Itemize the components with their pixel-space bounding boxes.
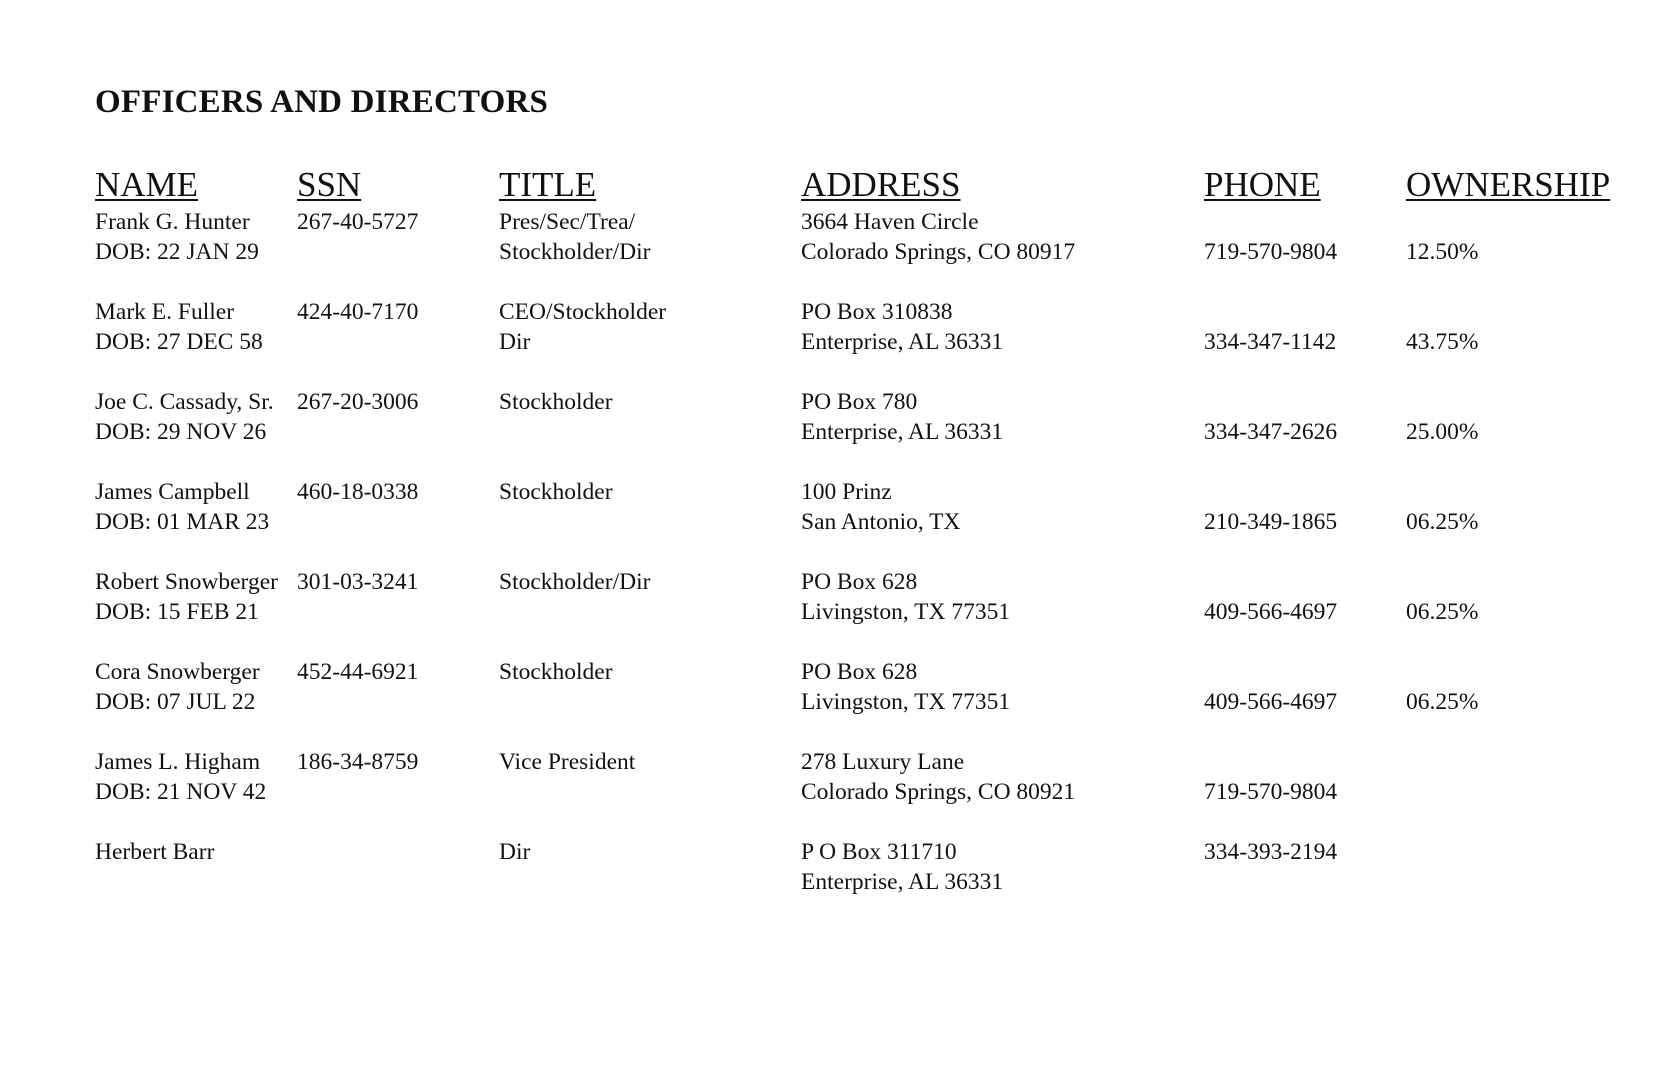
table-row: [0, 477, 1662, 537]
table-row: [0, 747, 1662, 807]
person-title-line1: CEO/Stockholder: [499, 299, 667, 325]
person-ssn: 452-44-6921: [297, 659, 419, 685]
person-name: Mark E. Fuller: [95, 299, 235, 325]
person-title-line1: Pres/Sec/Trea/: [499, 209, 636, 235]
address-line1: PO Box 628: [801, 569, 918, 595]
person-ownership: 43.75%: [1406, 329, 1479, 355]
address-line2: Enterprise, AL 36331: [801, 869, 1004, 895]
person-ownership: 25.00%: [1406, 419, 1479, 445]
person-phone: 334-393-2194: [1204, 839, 1338, 865]
address-line1: P O Box 311710: [801, 839, 957, 865]
person-ownership: 06.25%: [1406, 509, 1479, 535]
person-dob: DOB: 29 NOV 26: [95, 419, 267, 445]
person-ownership: 06.25%: [1406, 689, 1479, 715]
header-phone: PHONE: [1204, 165, 1321, 204]
header-ownership: OWNERSHIP: [1406, 165, 1611, 204]
address-line2: Colorado Springs, CO 80917: [801, 239, 1076, 265]
person-name: Joe C. Cassady, Sr.: [95, 389, 274, 415]
person-dob: DOB: 22 JAN 29: [95, 239, 259, 265]
person-ownership: 06.25%: [1406, 599, 1479, 625]
address-line2: San Antonio, TX: [801, 509, 961, 535]
person-phone: 334-347-1142: [1204, 329, 1337, 355]
person-ssn: 267-40-5727: [297, 209, 419, 235]
person-dob: DOB: 01 MAR 23: [95, 509, 270, 535]
person-title-line2: Stockholder/Dir: [499, 239, 651, 265]
table-row: [0, 567, 1662, 627]
person-phone: 719-570-9804: [1204, 239, 1338, 265]
person-name: James L. Higham: [95, 749, 261, 775]
person-phone: 409-566-4697: [1204, 689, 1338, 715]
person-phone: 210-349-1865: [1204, 509, 1338, 535]
person-phone: 334-347-2626: [1204, 419, 1338, 445]
person-title-line1: Dir: [499, 839, 531, 865]
person-ssn: 424-40-7170: [297, 299, 419, 325]
person-title-line2: Dir: [499, 329, 531, 355]
person-title-line1: Stockholder: [499, 479, 613, 505]
person-title-line1: Stockholder/Dir: [499, 569, 651, 595]
table-row: [0, 297, 1662, 357]
address-line1: 100 Prinz: [801, 479, 892, 505]
person-name: Robert Snowberger: [95, 569, 278, 595]
person-title-line1: Stockholder: [499, 659, 613, 685]
person-name: Cora Snowberger: [95, 659, 260, 685]
address-line1: 278 Luxury Lane: [801, 749, 965, 775]
address-line1: PO Box 310838: [801, 299, 953, 325]
header-address: ADDRESS: [801, 165, 961, 204]
person-ownership: 12.50%: [1406, 239, 1479, 265]
person-name: James Campbell: [95, 479, 250, 505]
address-line1: 3664 Haven Circle: [801, 209, 979, 235]
person-title-line1: Vice President: [499, 749, 636, 775]
address-line2: Colorado Springs, CO 80921: [801, 779, 1076, 805]
person-phone: 409-566-4697: [1204, 599, 1338, 625]
address-line2: Livingston, TX 77351: [801, 599, 1011, 625]
person-dob: DOB: 07 JUL 22: [95, 689, 256, 715]
header-name: NAME: [95, 165, 199, 204]
person-ssn: 267-20-3006: [297, 389, 419, 415]
person-ssn: 301-03-3241: [297, 569, 419, 595]
person-dob: DOB: 15 FEB 21: [95, 599, 259, 625]
address-line1: PO Box 780: [801, 389, 918, 415]
header-ssn: SSN: [297, 165, 362, 204]
person-ssn: 460-18-0338: [297, 479, 419, 505]
header-title: TITLE: [499, 165, 597, 204]
person-dob: DOB: 21 NOV 42: [95, 779, 267, 805]
table-row: [0, 387, 1662, 447]
person-ssn: 186-34-8759: [297, 749, 419, 775]
table-row: [0, 657, 1662, 717]
table-row: [0, 207, 1662, 267]
person-dob: DOB: 27 DEC 58: [95, 329, 263, 355]
table-row: [0, 837, 1662, 897]
person-phone: 719-570-9804: [1204, 779, 1338, 805]
address-line2: Enterprise, AL 36331: [801, 419, 1004, 445]
address-line1: PO Box 628: [801, 659, 918, 685]
person-title-line1: Stockholder: [499, 389, 613, 415]
person-name: Frank G. Hunter: [95, 209, 250, 235]
page-title: OFFICERS AND DIRECTORS: [95, 84, 549, 120]
address-line2: Enterprise, AL 36331: [801, 329, 1004, 355]
person-name: Herbert Barr: [95, 839, 215, 865]
address-line2: Livingston, TX 77351: [801, 689, 1011, 715]
